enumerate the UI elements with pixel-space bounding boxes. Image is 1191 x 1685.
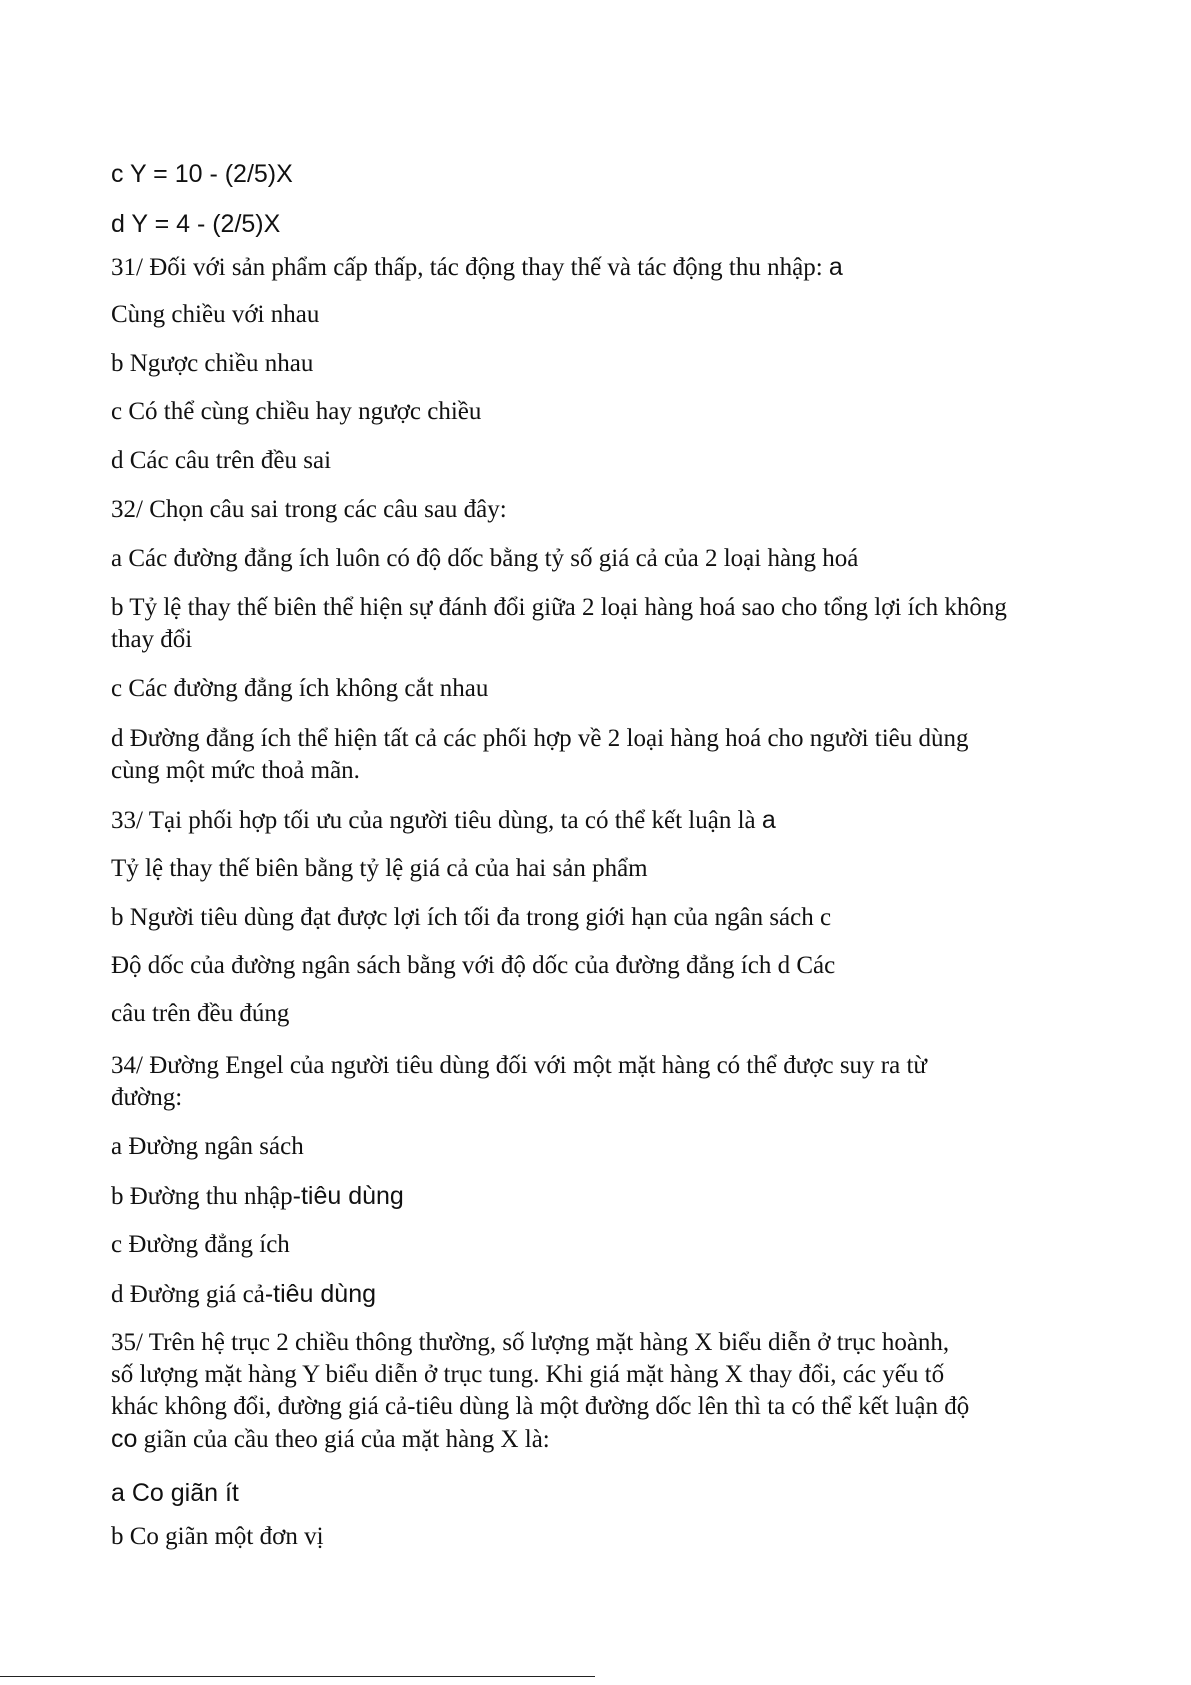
question-34-option-a: a Đường ngân sách — [111, 1133, 304, 1160]
question-31-option-c: c Có thể cùng chiều hay ngược chiều — [111, 398, 482, 425]
question-32-option-d-line1: d Đường đẳng ích thể hiện tất cả các phối hợp về 2 loại hàng hoá cho người tiêu dùng — [111, 725, 969, 752]
question-34-option-d — [111, 1278, 376, 1311]
question-34-line1: 34/ Đường Engel của người tiêu dùng đối với một mặt hàng có thể được suy ra từ — [111, 1052, 927, 1079]
question-32: 32/ Chọn câu sai trong các câu sau đây: — [111, 496, 507, 523]
question-35-line1: 35/ Trên hệ trục 2 chiều thông thường, số lượng mặt hàng X biểu diễn ở trục hoành, — [111, 1329, 950, 1356]
question-34-option-d-suffix: -tiêu dùng — [264, 1280, 377, 1308]
question-34-option-c: c Đường đẳng ích — [111, 1231, 290, 1258]
question-34-option-d-text: d Đường giá cả — [111, 1281, 265, 1308]
question-32-option-b-line2: thay đổi — [111, 626, 193, 653]
question-35-line3: khác không đổi, đường giá cả-tiêu dùng là một đường dốc lên thì ta có thể kết luận độ — [111, 1393, 970, 1420]
question-33 — [111, 804, 776, 837]
question-33-answer-label: a — [761, 806, 776, 834]
question-33-option-a: Tỷ lệ thay thế biên bằng tỷ lệ giá cả của hai sản phẩm — [111, 855, 648, 882]
question-32-option-b-line1: b Tỷ lệ thay thế biên thể hiện sự đánh đổi giữa 2 loại hàng hoá sao cho tổng lợi ích không — [111, 594, 1007, 621]
question-35-line4-text: giãn của cầu theo giá của mặt hàng X là: — [137, 1426, 550, 1453]
question-34-option-b-text: b Đường thu nhập — [111, 1183, 293, 1210]
question-35-option-a: a Co giãn ít — [111, 1479, 239, 1507]
question-31-option-a: Cùng chiều với nhau — [111, 301, 320, 328]
question-34-option-b-suffix: -tiêu dùng — [292, 1182, 404, 1210]
question-33-option-b: b Người tiêu dùng đạt được lợi ích tối đa trong giới hạn của ngân sách c — [111, 904, 832, 931]
footer-rule — [0, 1676, 595, 1677]
question-31-option-b: b Ngược chiều nhau — [111, 350, 314, 377]
question-33-text: 33/ Tại phối hợp tối ưu của người tiêu dùng, ta có thể kết luận là — [111, 807, 756, 834]
question-33-option-d: câu trên đều đúng — [111, 1000, 290, 1027]
question-32-option-d-line2: cùng một mức thoả mãn. — [111, 757, 360, 784]
question-35-option-b: b Co giãn một đơn vị — [111, 1523, 324, 1550]
question-31-text: 31/ Đối với sản phẩm cấp thấp, tác động thay thế và tác động thu nhập: — [111, 254, 823, 281]
question-31 — [111, 251, 843, 284]
question-35-line2: số lượng mặt hàng Y biểu diễn ở trục tung. Khi giá mặt hàng X thay đổi, các yếu tố — [111, 1361, 945, 1388]
question-34-option-b — [111, 1180, 404, 1213]
question-31-answer-label: a — [828, 253, 843, 281]
question-32-option-c: c Các đường đẳng ích không cắt nhau — [111, 675, 489, 702]
question-32-option-a: a Các đường đẳng ích luôn có độ dốc bằng tỷ số giá cả của 2 loại hàng hoá — [111, 545, 859, 572]
question-31-option-d: d Các câu trên đều sai — [111, 447, 332, 474]
option-d-equation: d Y = 4 - (2/5)X — [111, 210, 281, 238]
question-35-line4 — [111, 1423, 550, 1456]
option-c-equation: c Y = 10 - (2/5)X — [111, 160, 293, 188]
question-35-line4-prefix: co — [111, 1425, 138, 1453]
question-34-line2: đường: — [111, 1084, 183, 1111]
question-33-option-c: Độ dốc của đường ngân sách bằng với độ dốc của đường đẳng ích d Các — [111, 952, 836, 979]
